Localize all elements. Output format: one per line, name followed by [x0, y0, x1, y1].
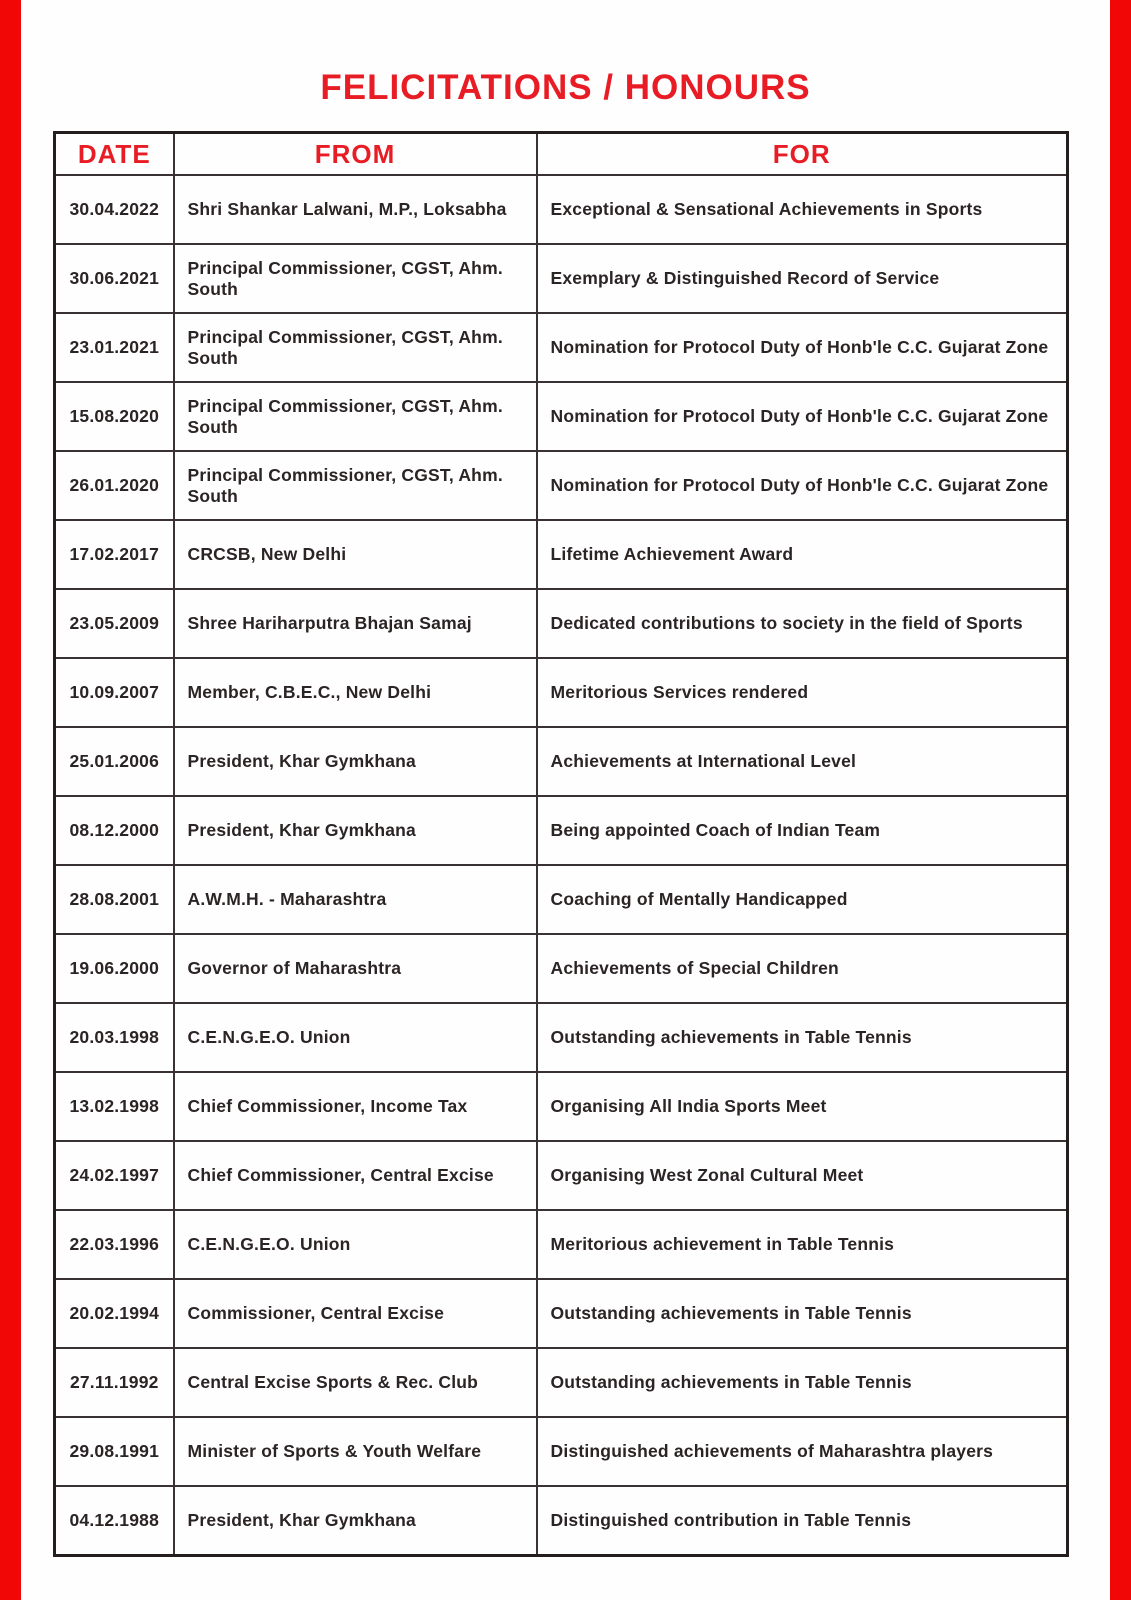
table-row [55, 1003, 1068, 1072]
date-cell: 26.01.2020 [55, 451, 174, 520]
column-header-from: FROM [174, 133, 537, 176]
table-body [55, 175, 1068, 1556]
date-cell: 23.05.2009 [55, 589, 174, 658]
table-row [55, 1417, 1068, 1486]
from-cell: Commissioner, Central Excise [174, 1279, 537, 1348]
date-cell: 24.02.1997 [55, 1141, 174, 1210]
table-row [55, 175, 1068, 244]
for-cell: Being appointed Coach of Indian Team [537, 796, 1068, 865]
from-cell: Chief Commissioner, Income Tax [174, 1072, 537, 1141]
column-header-date: DATE [55, 133, 174, 176]
for-cell: Achievements at International Level [537, 727, 1068, 796]
date-cell: 20.03.1998 [55, 1003, 174, 1072]
date-cell: 15.08.2020 [55, 382, 174, 451]
for-cell: Exemplary & Distinguished Record of Service [537, 244, 1068, 313]
date-cell: 30.04.2022 [55, 175, 174, 244]
from-cell: President, Khar Gymkhana [174, 796, 537, 865]
for-cell: Meritorious Services rendered [537, 658, 1068, 727]
from-cell: C.E.N.G.E.O. Union [174, 1003, 537, 1072]
felicitations-honours-table [53, 131, 1069, 1557]
date-cell: 23.01.2021 [55, 313, 174, 382]
table-row [55, 1348, 1068, 1417]
from-cell: CRCSB, New Delhi [174, 520, 537, 589]
date-cell: 30.06.2021 [55, 244, 174, 313]
from-cell: Principal Commissioner, CGST, Ahm. South [174, 382, 537, 451]
date-cell: 13.02.1998 [55, 1072, 174, 1141]
table-row [55, 1210, 1068, 1279]
date-cell: 10.09.2007 [55, 658, 174, 727]
from-cell: Shri Shankar Lalwani, M.P., Loksabha [174, 175, 537, 244]
table-row [55, 1279, 1068, 1348]
table-row [55, 865, 1068, 934]
left-red-border-bar [0, 0, 21, 1600]
for-cell: Outstanding achievements in Table Tennis [537, 1348, 1068, 1417]
date-cell: 20.02.1994 [55, 1279, 174, 1348]
date-cell: 04.12.1988 [55, 1486, 174, 1556]
for-cell: Nomination for Protocol Duty of Honb'le C.C. Gujarat Zone [537, 382, 1068, 451]
column-header-for: FOR [537, 133, 1068, 176]
from-cell: Principal Commissioner, CGST, Ahm. South [174, 244, 537, 313]
table-row [55, 313, 1068, 382]
table-row [55, 1486, 1068, 1556]
for-cell: Outstanding achievements in Table Tennis [537, 1279, 1068, 1348]
table-row [55, 589, 1068, 658]
for-cell: Organising All India Sports Meet [537, 1072, 1068, 1141]
from-cell: Shree Hariharputra Bhajan Samaj [174, 589, 537, 658]
date-cell: 25.01.2006 [55, 727, 174, 796]
table-row [55, 796, 1068, 865]
for-cell: Lifetime Achievement Award [537, 520, 1068, 589]
table-row [55, 382, 1068, 451]
for-cell: Nomination for Protocol Duty of Honb'le C.C. Gujarat Zone [537, 451, 1068, 520]
date-cell: 08.12.2000 [55, 796, 174, 865]
from-cell: President, Khar Gymkhana [174, 727, 537, 796]
from-cell: A.W.M.H. - Maharashtra [174, 865, 537, 934]
from-cell: Principal Commissioner, CGST, Ahm. South [174, 451, 537, 520]
table-row [55, 1072, 1068, 1141]
from-cell: Member, C.B.E.C., New Delhi [174, 658, 537, 727]
for-cell: Organising West Zonal Cultural Meet [537, 1141, 1068, 1210]
for-cell: Outstanding achievements in Table Tennis [537, 1003, 1068, 1072]
date-cell: 19.06.2000 [55, 934, 174, 1003]
from-cell: Principal Commissioner, CGST, Ahm. South [174, 313, 537, 382]
table-header-row [55, 133, 1068, 176]
from-cell: Central Excise Sports & Rec. Club [174, 1348, 537, 1417]
date-cell: 29.08.1991 [55, 1417, 174, 1486]
right-red-border-bar [1110, 0, 1131, 1600]
page-title: FELICITATIONS / HONOURS [320, 68, 811, 107]
table-row [55, 244, 1068, 313]
from-cell: Governor of Maharashtra [174, 934, 537, 1003]
from-cell: C.E.N.G.E.O. Union [174, 1210, 537, 1279]
for-cell: Dedicated contributions to society in the field of Sports [537, 589, 1068, 658]
from-cell: Chief Commissioner, Central Excise [174, 1141, 537, 1210]
from-cell: President, Khar Gymkhana [174, 1486, 537, 1556]
date-cell: 27.11.1992 [55, 1348, 174, 1417]
table-row [55, 520, 1068, 589]
for-cell: Exceptional & Sensational Achievements in Sports [537, 175, 1068, 244]
table-row [55, 727, 1068, 796]
date-cell: 22.03.1996 [55, 1210, 174, 1279]
table-row [55, 658, 1068, 727]
table-row [55, 451, 1068, 520]
for-cell: Meritorious achievement in Table Tennis [537, 1210, 1068, 1279]
table-row [55, 1141, 1068, 1210]
for-cell: Distinguished achievements of Maharashtra players [537, 1417, 1068, 1486]
for-cell: Distinguished contribution in Table Tennis [537, 1486, 1068, 1556]
for-cell: Achievements of Special Children [537, 934, 1068, 1003]
date-cell: 28.08.2001 [55, 865, 174, 934]
table-row [55, 934, 1068, 1003]
date-cell: 17.02.2017 [55, 520, 174, 589]
from-cell: Minister of Sports & Youth Welfare [174, 1417, 537, 1486]
for-cell: Coaching of Mentally Handicapped [537, 865, 1068, 934]
for-cell: Nomination for Protocol Duty of Honb'le C.C. Gujarat Zone [537, 313, 1068, 382]
